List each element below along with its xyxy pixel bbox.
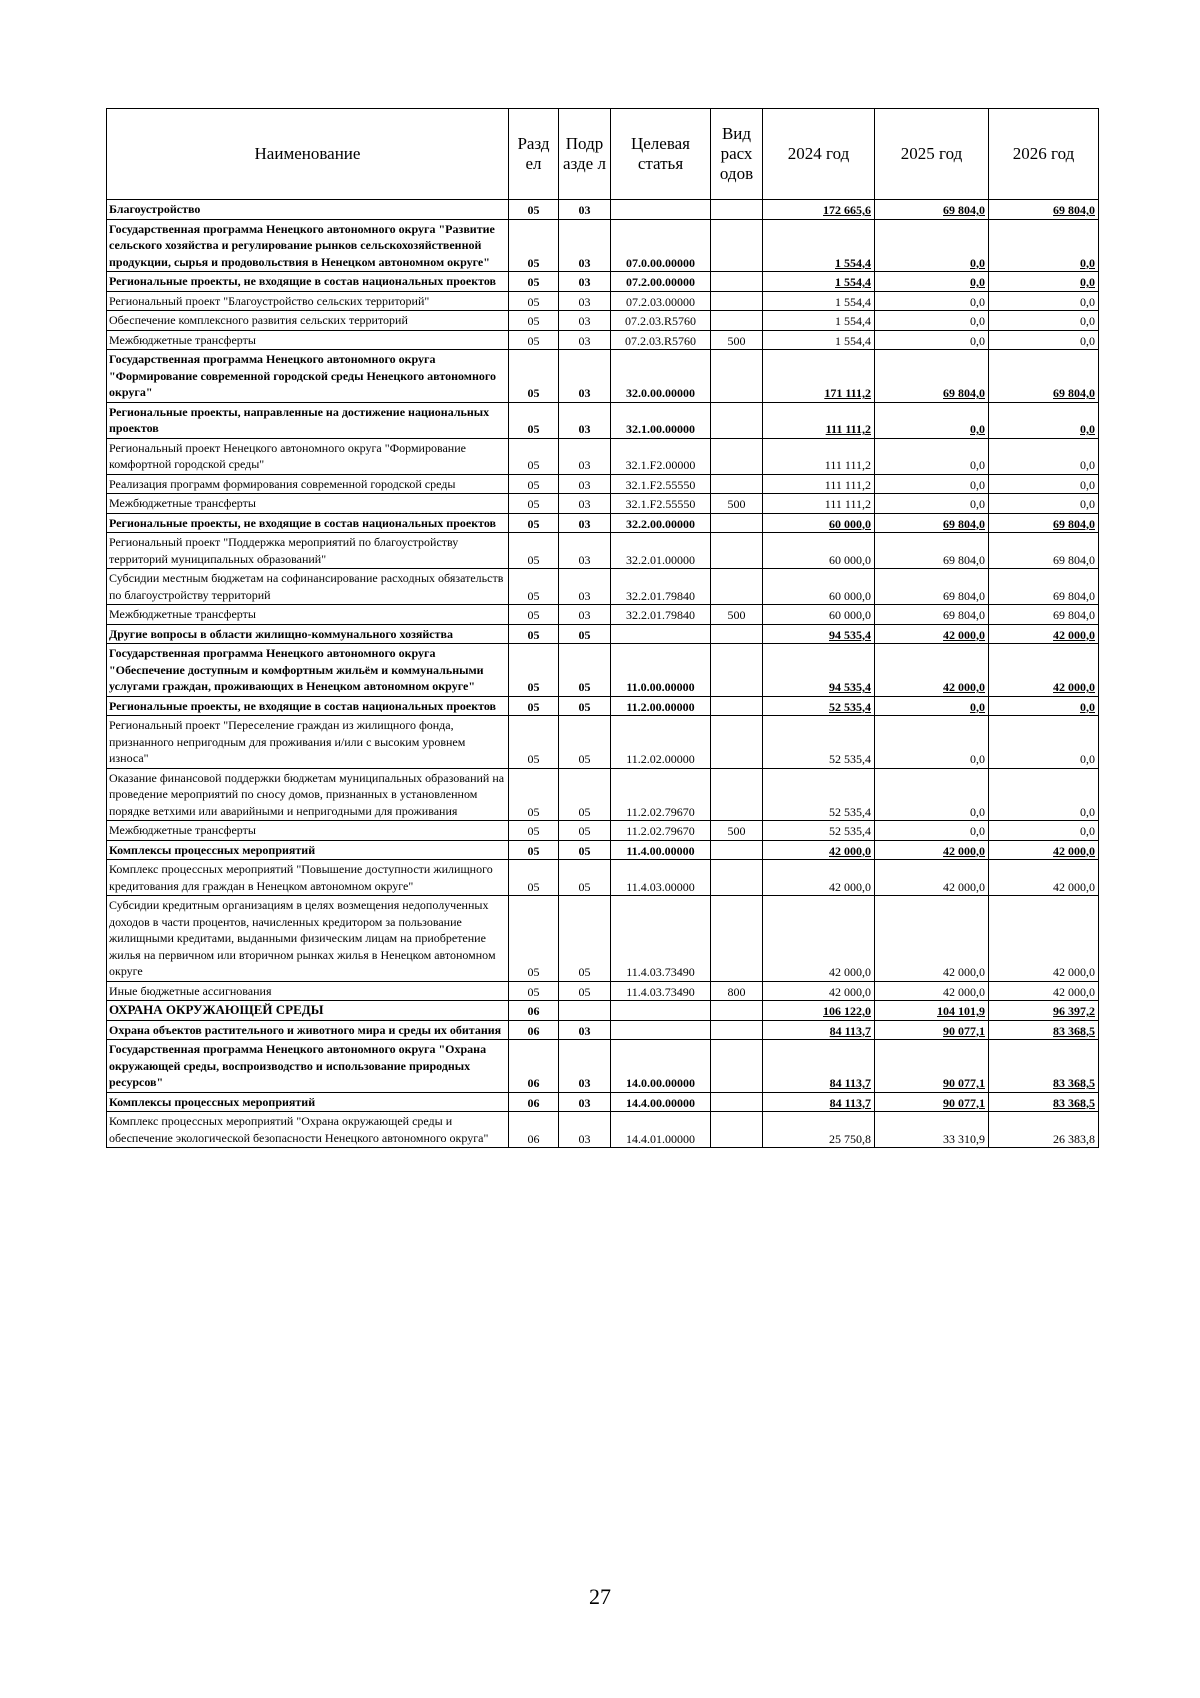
row-value-2026: 0,0 xyxy=(989,696,1099,716)
row-target-article: 14.4.01.00000 xyxy=(611,1112,711,1148)
row-value-2024: 172 665,6 xyxy=(763,200,875,220)
row-expense-type xyxy=(711,533,763,569)
row-value-2026: 69 804,0 xyxy=(989,533,1099,569)
row-target-article: 32.1.F2.55550 xyxy=(611,474,711,494)
table-row xyxy=(107,644,1099,697)
table-row xyxy=(107,533,1099,569)
row-podrazdel: 05 xyxy=(559,624,611,644)
table-row xyxy=(107,624,1099,644)
row-podrazdel: 03 xyxy=(559,1040,611,1093)
row-value-2025: 42 000,0 xyxy=(875,860,989,896)
row-podrazdel: 03 xyxy=(559,1112,611,1148)
row-podrazdel: 03 xyxy=(559,569,611,605)
header-podrazdel: Подр азде л xyxy=(559,109,611,200)
row-expense-type xyxy=(711,696,763,716)
row-podrazdel: 03 xyxy=(559,272,611,292)
row-value-2025: 0,0 xyxy=(875,821,989,841)
row-expense-type xyxy=(711,624,763,644)
row-target-article: 11.2.02.00000 xyxy=(611,716,711,769)
row-expense-type xyxy=(711,402,763,438)
row-podrazdel: 03 xyxy=(559,474,611,494)
row-value-2024: 94 535,4 xyxy=(763,624,875,644)
row-expense-type: 500 xyxy=(711,330,763,350)
row-podrazdel: 03 xyxy=(559,219,611,272)
row-value-2024: 1 554,4 xyxy=(763,311,875,331)
row-value-2024: 52 535,4 xyxy=(763,768,875,821)
row-value-2024: 111 111,2 xyxy=(763,402,875,438)
row-name: Региональные проекты, не входящие в состав национальных проектов xyxy=(107,696,509,716)
row-razdel: 05 xyxy=(509,821,559,841)
row-podrazdel: 03 xyxy=(559,513,611,533)
row-value-2026: 0,0 xyxy=(989,716,1099,769)
row-podrazdel: 05 xyxy=(559,896,611,982)
row-name: Субсидии местным бюджетам на софинансирование расходных обязательств по благоустройству территорий xyxy=(107,569,509,605)
row-target-article: 11.4.03.00000 xyxy=(611,860,711,896)
row-value-2024: 25 750,8 xyxy=(763,1112,875,1148)
row-name: Охрана объектов растительного и животного мира и среды их обитания xyxy=(107,1020,509,1040)
row-name: Межбюджетные трансферты xyxy=(107,494,509,514)
table-row xyxy=(107,860,1099,896)
row-expense-type xyxy=(711,768,763,821)
row-razdel: 05 xyxy=(509,716,559,769)
row-name: Государственная программа Ненецкого автономного округа "Обеспечение доступным и комфортным жильём и коммунальными услугами граждан, проживающих в Ненецком автономном округе" xyxy=(107,644,509,697)
row-value-2026: 83 368,5 xyxy=(989,1020,1099,1040)
row-expense-type xyxy=(711,219,763,272)
header-row xyxy=(107,109,1099,200)
table-row xyxy=(107,1020,1099,1040)
table-body xyxy=(107,200,1099,1148)
row-name: Региональные проекты, не входящие в состав национальных проектов xyxy=(107,513,509,533)
row-value-2026: 0,0 xyxy=(989,291,1099,311)
row-value-2024: 52 535,4 xyxy=(763,696,875,716)
row-target-article: 32.2.01.79840 xyxy=(611,569,711,605)
row-target-article: 14.0.00.00000 xyxy=(611,1040,711,1093)
row-expense-type xyxy=(711,1020,763,1040)
table-row xyxy=(107,696,1099,716)
row-value-2024: 60 000,0 xyxy=(763,513,875,533)
row-expense-type xyxy=(711,350,763,403)
row-podrazdel: 05 xyxy=(559,821,611,841)
row-target-article: 32.2.01.00000 xyxy=(611,533,711,569)
row-value-2026: 69 804,0 xyxy=(989,513,1099,533)
row-value-2024: 84 113,7 xyxy=(763,1092,875,1112)
row-name: Государственная программа Ненецкого автономного округа "Развитие сельского хозяйства и регулирование рынков сельскохозяйственной продукции, сырья и продовольствия в Ненецком автономном округе" xyxy=(107,219,509,272)
row-razdel: 05 xyxy=(509,981,559,1001)
row-target-article xyxy=(611,200,711,220)
header-year-2026: 2026 год xyxy=(989,109,1099,200)
row-razdel: 05 xyxy=(509,350,559,403)
row-value-2026: 69 804,0 xyxy=(989,605,1099,625)
row-razdel: 05 xyxy=(509,896,559,982)
row-name: Обеспечение комплексного развития сельских территорий xyxy=(107,311,509,331)
row-razdel: 05 xyxy=(509,272,559,292)
table-row xyxy=(107,569,1099,605)
row-name: Региональный проект "Поддержка мероприятий по благоустройству территорий муниципальных образований" xyxy=(107,533,509,569)
row-razdel: 06 xyxy=(509,1001,559,1021)
row-value-2025: 42 000,0 xyxy=(875,840,989,860)
row-value-2024: 1 554,4 xyxy=(763,272,875,292)
row-razdel: 05 xyxy=(509,438,559,474)
row-target-article: 32.1.F2.00000 xyxy=(611,438,711,474)
row-expense-type xyxy=(711,644,763,697)
table-row xyxy=(107,896,1099,982)
row-value-2025: 69 804,0 xyxy=(875,513,989,533)
row-razdel: 06 xyxy=(509,1112,559,1148)
row-razdel: 05 xyxy=(509,513,559,533)
row-value-2024: 60 000,0 xyxy=(763,569,875,605)
row-value-2025: 0,0 xyxy=(875,474,989,494)
row-podrazdel xyxy=(559,1001,611,1021)
header-year-2024: 2024 год xyxy=(763,109,875,200)
row-podrazdel: 05 xyxy=(559,840,611,860)
table-row xyxy=(107,1001,1099,1021)
row-value-2024: 52 535,4 xyxy=(763,821,875,841)
row-expense-type xyxy=(711,1112,763,1148)
row-name: Региональные проекты, направленные на достижение национальных проектов xyxy=(107,402,509,438)
header-target-article: Целевая статья xyxy=(611,109,711,200)
table-row xyxy=(107,1092,1099,1112)
row-razdel: 05 xyxy=(509,624,559,644)
row-value-2026: 0,0 xyxy=(989,272,1099,292)
row-value-2025: 0,0 xyxy=(875,438,989,474)
table-row xyxy=(107,716,1099,769)
header-name: Наименование xyxy=(107,109,509,200)
row-value-2025: 69 804,0 xyxy=(875,605,989,625)
row-name: Межбюджетные трансферты xyxy=(107,605,509,625)
row-value-2026: 42 000,0 xyxy=(989,860,1099,896)
row-value-2025: 69 804,0 xyxy=(875,533,989,569)
table-row xyxy=(107,1040,1099,1093)
row-value-2024: 111 111,2 xyxy=(763,438,875,474)
page-number: 27 xyxy=(589,1584,611,1609)
row-value-2024: 42 000,0 xyxy=(763,860,875,896)
row-value-2024: 42 000,0 xyxy=(763,840,875,860)
row-razdel: 05 xyxy=(509,494,559,514)
row-value-2026: 0,0 xyxy=(989,494,1099,514)
row-value-2025: 0,0 xyxy=(875,272,989,292)
row-target-article: 11.0.00.00000 xyxy=(611,644,711,697)
row-value-2025: 0,0 xyxy=(875,768,989,821)
row-name: Реализация программ формирования современной городской среды xyxy=(107,474,509,494)
row-name: Региональный проект "Благоустройство сельских территорий" xyxy=(107,291,509,311)
row-expense-type: 800 xyxy=(711,981,763,1001)
row-value-2025: 90 077,1 xyxy=(875,1040,989,1093)
row-razdel: 05 xyxy=(509,311,559,331)
row-target-article: 11.2.00.00000 xyxy=(611,696,711,716)
table-row xyxy=(107,840,1099,860)
table-row xyxy=(107,513,1099,533)
row-podrazdel: 03 xyxy=(559,200,611,220)
table-row xyxy=(107,291,1099,311)
row-podrazdel: 03 xyxy=(559,438,611,474)
row-expense-type xyxy=(711,513,763,533)
row-expense-type xyxy=(711,716,763,769)
table-row xyxy=(107,494,1099,514)
row-target-article xyxy=(611,1020,711,1040)
row-expense-type xyxy=(711,840,763,860)
row-value-2025: 90 077,1 xyxy=(875,1020,989,1040)
row-value-2026: 42 000,0 xyxy=(989,981,1099,1001)
row-expense-type xyxy=(711,896,763,982)
row-value-2024: 111 111,2 xyxy=(763,494,875,514)
row-value-2025: 69 804,0 xyxy=(875,200,989,220)
row-value-2026: 42 000,0 xyxy=(989,896,1099,982)
row-value-2026: 0,0 xyxy=(989,768,1099,821)
row-name: Региональные проекты, не входящие в состав национальных проектов xyxy=(107,272,509,292)
row-razdel: 05 xyxy=(509,402,559,438)
row-value-2025: 69 804,0 xyxy=(875,569,989,605)
table-row xyxy=(107,219,1099,272)
row-name: Субсидии кредитным организациям в целях возмещения недополученных доходов в части процентов, начисленных кредитором за пользование жилищными кредитами, выданными физическим лицам на приобретение жилья на первичном или вторичном рынках жилья в Ненецком автономном округе xyxy=(107,896,509,982)
row-podrazdel: 03 xyxy=(559,350,611,403)
row-target-article: 11.4.03.73490 xyxy=(611,896,711,982)
row-name: Государственная программа Ненецкого автономного округа "Формирование современной городской среды Ненецкого автономного округа" xyxy=(107,350,509,403)
row-value-2026: 69 804,0 xyxy=(989,200,1099,220)
row-value-2026: 0,0 xyxy=(989,438,1099,474)
row-podrazdel: 03 xyxy=(559,311,611,331)
table-row xyxy=(107,402,1099,438)
row-value-2024: 84 113,7 xyxy=(763,1020,875,1040)
row-razdel: 05 xyxy=(509,200,559,220)
row-podrazdel: 03 xyxy=(559,291,611,311)
row-value-2026: 0,0 xyxy=(989,330,1099,350)
row-name: Региональный проект "Переселение граждан из жилищного фонда, признанного непригодным для проживания и/или с высоким уровнем износа" xyxy=(107,716,509,769)
table-row xyxy=(107,272,1099,292)
header-expense-type: Вид расх одов xyxy=(711,109,763,200)
row-razdel: 06 xyxy=(509,1092,559,1112)
row-target-article: 32.2.01.79840 xyxy=(611,605,711,625)
row-expense-type xyxy=(711,311,763,331)
row-razdel: 05 xyxy=(509,291,559,311)
row-name: Оказание финансовой поддержки бюджетам муниципальных образований на проведение мероприятий по сносу домов, признанных в установленном порядке ветхими или аварийными и непригодными для проживания xyxy=(107,768,509,821)
row-podrazdel: 03 xyxy=(559,330,611,350)
row-name: Иные бюджетные ассигнования xyxy=(107,981,509,1001)
row-expense-type xyxy=(711,272,763,292)
row-name: Межбюджетные трансферты xyxy=(107,821,509,841)
row-target-article: 07.2.00.00000 xyxy=(611,272,711,292)
table-row xyxy=(107,821,1099,841)
row-razdel: 05 xyxy=(509,768,559,821)
row-value-2024: 84 113,7 xyxy=(763,1040,875,1093)
row-razdel: 05 xyxy=(509,644,559,697)
row-razdel: 05 xyxy=(509,605,559,625)
row-expense-type xyxy=(711,860,763,896)
row-razdel: 05 xyxy=(509,330,559,350)
table-row xyxy=(107,438,1099,474)
row-value-2025: 0,0 xyxy=(875,494,989,514)
row-name: Комплекс процессных мероприятий "Повышение доступности жилищного кредитования для граждан в Ненецком автономном округе" xyxy=(107,860,509,896)
row-value-2024: 60 000,0 xyxy=(763,533,875,569)
row-name: ОХРАНА ОКРУЖАЮЩЕЙ СРЕДЫ xyxy=(107,1001,509,1021)
row-target-article: 32.1.00.00000 xyxy=(611,402,711,438)
table-row xyxy=(107,330,1099,350)
row-podrazdel: 03 xyxy=(559,494,611,514)
row-expense-type xyxy=(711,200,763,220)
row-value-2024: 111 111,2 xyxy=(763,474,875,494)
row-target-article: 07.2.03.R5760 xyxy=(611,330,711,350)
row-name: Государственная программа Ненецкого автономного округа "Охрана окружающей среды, воспроизводство и использование природных ресурсов" xyxy=(107,1040,509,1093)
row-value-2025: 42 000,0 xyxy=(875,624,989,644)
row-name: Комплекс процессных мероприятий "Охрана окружающей среды и обеспечение экологической безопасности Ненецкого автономного округа" xyxy=(107,1112,509,1148)
row-razdel: 05 xyxy=(509,219,559,272)
row-podrazdel: 05 xyxy=(559,696,611,716)
row-value-2025: 33 310,9 xyxy=(875,1112,989,1148)
row-value-2025: 104 101,9 xyxy=(875,1001,989,1021)
row-value-2026: 83 368,5 xyxy=(989,1040,1099,1093)
row-expense-type xyxy=(711,1040,763,1093)
row-value-2025: 42 000,0 xyxy=(875,644,989,697)
table-row xyxy=(107,981,1099,1001)
row-value-2024: 42 000,0 xyxy=(763,896,875,982)
row-value-2024: 1 554,4 xyxy=(763,291,875,311)
row-target-article: 11.4.00.00000 xyxy=(611,840,711,860)
row-value-2026: 0,0 xyxy=(989,311,1099,331)
row-expense-type: 500 xyxy=(711,605,763,625)
row-podrazdel: 05 xyxy=(559,716,611,769)
budget-table xyxy=(106,108,1099,1148)
row-value-2025: 0,0 xyxy=(875,330,989,350)
row-value-2025: 42 000,0 xyxy=(875,896,989,982)
row-name: Другие вопросы в области жилищно-коммунального хозяйства xyxy=(107,624,509,644)
row-podrazdel: 05 xyxy=(559,981,611,1001)
row-value-2026: 0,0 xyxy=(989,402,1099,438)
row-value-2024: 52 535,4 xyxy=(763,716,875,769)
row-razdel: 05 xyxy=(509,840,559,860)
table-row xyxy=(107,311,1099,331)
table-row xyxy=(107,1112,1099,1148)
row-expense-type xyxy=(711,291,763,311)
row-value-2024: 60 000,0 xyxy=(763,605,875,625)
row-podrazdel: 05 xyxy=(559,644,611,697)
row-podrazdel: 05 xyxy=(559,860,611,896)
row-value-2026: 0,0 xyxy=(989,821,1099,841)
row-name: Благоустройство xyxy=(107,200,509,220)
row-razdel: 05 xyxy=(509,696,559,716)
header-razdel: Разд ел xyxy=(509,109,559,200)
row-value-2024: 1 554,4 xyxy=(763,219,875,272)
row-value-2024: 106 122,0 xyxy=(763,1001,875,1021)
row-razdel: 05 xyxy=(509,860,559,896)
row-expense-type xyxy=(711,1001,763,1021)
row-value-2025: 90 077,1 xyxy=(875,1092,989,1112)
row-value-2025: 0,0 xyxy=(875,291,989,311)
row-value-2026: 26 383,8 xyxy=(989,1112,1099,1148)
row-expense-type xyxy=(711,474,763,494)
table-row xyxy=(107,350,1099,403)
row-expense-type xyxy=(711,1092,763,1112)
row-value-2024: 94 535,4 xyxy=(763,644,875,697)
row-value-2026: 96 397,2 xyxy=(989,1001,1099,1021)
row-value-2025: 0,0 xyxy=(875,219,989,272)
row-value-2026: 69 804,0 xyxy=(989,350,1099,403)
header-year-2025: 2025 год xyxy=(875,109,989,200)
row-target-article: 14.4.00.00000 xyxy=(611,1092,711,1112)
row-target-article xyxy=(611,624,711,644)
row-target-article xyxy=(611,1001,711,1021)
row-value-2024: 42 000,0 xyxy=(763,981,875,1001)
row-name: Региональный проект Ненецкого автономного округа "Формирование комфортной городской среды" xyxy=(107,438,509,474)
row-target-article: 32.0.00.00000 xyxy=(611,350,711,403)
row-expense-type xyxy=(711,438,763,474)
table-row xyxy=(107,200,1099,220)
row-value-2026: 42 000,0 xyxy=(989,624,1099,644)
row-value-2025: 69 804,0 xyxy=(875,350,989,403)
row-target-article: 07.0.00.00000 xyxy=(611,219,711,272)
row-target-article: 07.2.03.00000 xyxy=(611,291,711,311)
row-expense-type xyxy=(711,569,763,605)
row-razdel: 05 xyxy=(509,533,559,569)
row-value-2024: 171 111,2 xyxy=(763,350,875,403)
row-value-2025: 0,0 xyxy=(875,696,989,716)
row-razdel: 05 xyxy=(509,474,559,494)
row-value-2026: 83 368,5 xyxy=(989,1092,1099,1112)
row-expense-type: 500 xyxy=(711,494,763,514)
row-value-2026: 42 000,0 xyxy=(989,840,1099,860)
row-target-article: 11.2.02.79670 xyxy=(611,768,711,821)
row-podrazdel: 05 xyxy=(559,768,611,821)
table-row xyxy=(107,605,1099,625)
row-name: Комплексы процессных мероприятий xyxy=(107,840,509,860)
row-name: Межбюджетные трансферты xyxy=(107,330,509,350)
row-razdel: 06 xyxy=(509,1020,559,1040)
row-razdel: 06 xyxy=(509,1040,559,1093)
row-target-article: 11.4.03.73490 xyxy=(611,981,711,1001)
row-value-2024: 1 554,4 xyxy=(763,330,875,350)
row-target-article: 11.2.02.79670 xyxy=(611,821,711,841)
row-value-2025: 0,0 xyxy=(875,311,989,331)
row-target-article: 32.2.00.00000 xyxy=(611,513,711,533)
row-podrazdel: 03 xyxy=(559,1020,611,1040)
row-target-article: 07.2.03.R5760 xyxy=(611,311,711,331)
row-value-2026: 0,0 xyxy=(989,474,1099,494)
row-podrazdel: 03 xyxy=(559,1092,611,1112)
row-value-2025: 0,0 xyxy=(875,716,989,769)
row-podrazdel: 03 xyxy=(559,402,611,438)
row-podrazdel: 03 xyxy=(559,533,611,569)
table-row xyxy=(107,768,1099,821)
row-name: Комплексы процессных мероприятий xyxy=(107,1092,509,1112)
row-value-2026: 42 000,0 xyxy=(989,644,1099,697)
row-podrazdel: 03 xyxy=(559,605,611,625)
table-row xyxy=(107,474,1099,494)
row-value-2025: 0,0 xyxy=(875,402,989,438)
row-value-2026: 69 804,0 xyxy=(989,569,1099,605)
row-value-2026: 0,0 xyxy=(989,219,1099,272)
row-razdel: 05 xyxy=(509,569,559,605)
row-expense-type: 500 xyxy=(711,821,763,841)
row-target-article: 32.1.F2.55550 xyxy=(611,494,711,514)
row-value-2025: 42 000,0 xyxy=(875,981,989,1001)
